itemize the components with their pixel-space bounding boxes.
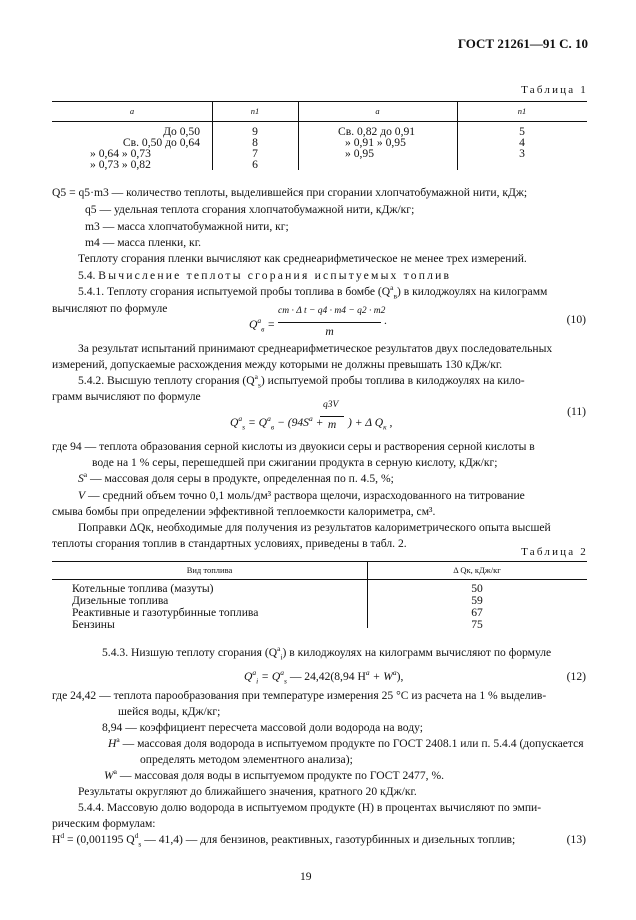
- corrections-text: теплоты сгорания топлив в стандартных условиях, приведены в табл. 2.: [52, 537, 407, 550]
- formula-11-number: (11): [567, 405, 586, 418]
- sa-definition: $S^a$ — массовая доля серы в продукте, определенная по п. 4.5, %;: [78, 470, 394, 485]
- table1-header-n: n1: [517, 106, 527, 116]
- formula-10-denominator: m: [325, 325, 334, 338]
- formula-10-number: (10): [566, 313, 586, 326]
- table1-cell: 8: [252, 136, 258, 149]
- corrections-text: Поправки ΔQк, необходимые для получения из результатов калориметрического опыта высшей: [78, 521, 551, 534]
- table2-row-fuel: Реактивные и газотурбинные топлива: [72, 606, 259, 619]
- table2-header-rule: [52, 579, 587, 580]
- page-header: ГОСТ 21261—91 С. 10: [457, 36, 588, 51]
- ha-definition: $H^a$ — массовая доля водорода в испытуемом продукте по ГОСТ 2408.1 или п. 5.4.4 (допускается: [108, 735, 584, 750]
- result-text: За результат испытаний принимают среднеарифметическое результатов двух последовательных: [78, 342, 553, 355]
- formula-11-fraction-line: [320, 416, 344, 417]
- section-5-4-3-text: 5.4.3. Низшую теплоту сгорания $(Q^a_i)$ в килоджоулях на килограмм вычисляют по формуле: [102, 644, 552, 662]
- formula-11-fraction-numerator: q3V: [323, 400, 339, 410]
- v-definition: V — средний объем точно 0,1 моль/дм³ раствора щелочи, израсходованного на титрование: [78, 489, 525, 502]
- formula-11-fraction-denominator: m: [327, 418, 337, 431]
- q5-small-definition: q5 — удельная теплота сгорания хлопчатобумажной нити, кДж/кг;: [85, 203, 415, 216]
- formula-13: $Н^d = (0,001195$ $Q^d_s$ — 41,4) — для бензинов, реактивных, газотурбинных и дизельных топлив;: [52, 831, 516, 849]
- section-5-4-2-text: 5.4.2. Высшую теплоту сгорания $(Q^a_s)$ испытуемой пробы топлива в килоджоулях на кило-: [78, 372, 525, 390]
- table1-top-rule: [52, 101, 587, 102]
- wa-definition: $W^a$ — массовая доля воды в испытуемом продукте по ГОСТ 2477, %.: [104, 767, 445, 782]
- film-average-text: Теплоту сгорания пленки вычисляют как среднеарифметическое не менее трех измерений.: [78, 252, 527, 265]
- table2-row-fuel: Бензины: [72, 618, 115, 631]
- rounding-text: Результаты округляют до ближайшего значения, кратного 20 кДж/кг.: [78, 785, 417, 798]
- table1-cell: 6: [252, 158, 258, 171]
- section-5-4-heading: 5.4. Вычисление теплоты сгорания испытуемых топлив: [78, 269, 452, 282]
- formula-10-fraction-line: [278, 322, 381, 323]
- section-5-4-4-text: 5.4.4. Массовую долю водорода в испытуемом продукте (Н) в процентах вычисляют по эмпи-: [78, 801, 542, 814]
- table1-cell: 9: [252, 125, 258, 138]
- table2-row-value: 59: [471, 594, 483, 607]
- table1-cell: 7: [252, 147, 258, 160]
- where-2442-text: где 24,42 — теплота парообразования при температуре измерения 25 °С из расчета на 1 % выделив-: [52, 689, 547, 702]
- formula-10: $Q^a_в$ =: [249, 316, 276, 334]
- 894-definition: 8,94 — коэффициент пересчета массовой доли водорода на воду;: [102, 721, 424, 734]
- section-5-4-1-text: вычисляют по формуле: [52, 302, 168, 315]
- where-94-text: где 94 — теплота образования серной кислоты из двуокиси серы и растворения серной кислоты в: [52, 440, 535, 453]
- table2-top-rule: [52, 561, 587, 562]
- q5-definition: Q5 = q5·m3 — количество теплоты, выделившейся при сгорании хлопчатобумажной нити, кДж;: [52, 186, 528, 199]
- table2-row-value: 50: [471, 582, 483, 595]
- m4-definition: m4 — масса пленки, кг.: [85, 236, 202, 249]
- where-94-text: воде на 1 % серы, перешедшей при сжигании продукта в серную кислоту, кДж/кг;: [92, 456, 498, 469]
- table1-cell: » 0,73 » 0,82: [90, 158, 151, 171]
- table1-label: Таблица 1: [521, 84, 588, 96]
- table1-cell: Св. 0,82 до 0,91: [338, 125, 416, 138]
- ha-definition: определять методом элементного анализа);: [140, 753, 353, 766]
- table1-cell: 3: [519, 147, 525, 160]
- table1-cell: » 0,91 » 0,95: [345, 136, 406, 149]
- table2-row-fuel: Дизельные топлива: [72, 594, 169, 607]
- table1-header-a: a: [375, 106, 380, 116]
- table1-cell: » 0,95: [345, 147, 374, 160]
- formula-10-dot: .: [384, 314, 387, 327]
- formula-13-number: (13): [566, 833, 586, 846]
- formula-10-numerator: cт · Δ t − q4 · m4 − q2 · m2: [278, 306, 386, 316]
- table1-cell: » 0,64 » 0,73: [90, 147, 151, 160]
- table2-row-value: 67: [471, 606, 483, 619]
- formula-11-tail: ) + Δ $Q_к$ ,: [348, 416, 393, 432]
- table2-header-value: Δ Qк, кДж/кг: [453, 565, 501, 575]
- table1-cell: 4: [519, 136, 525, 149]
- table2-label: Таблица 2: [521, 546, 588, 558]
- v-definition: смыва бомбы при определении эффективной теплоемкости калориметра, см³.: [52, 505, 436, 518]
- table1-header-n: n1: [250, 106, 260, 116]
- page-number: 19: [300, 870, 312, 883]
- table2-row-value: 75: [471, 618, 483, 631]
- where-2442-text: шейся воды, кДж/кг;: [118, 705, 221, 718]
- table1-header-rule: [52, 121, 587, 122]
- formula-11: $Q^a_s = Q^a_в - (94S^a$ +: [230, 414, 324, 432]
- table1-cell: Св. 0,50 до 0,64: [122, 136, 200, 149]
- section-5-4-2-text: грамм вычисляют по формуле: [52, 390, 201, 403]
- table1-cell: До 0,50: [163, 125, 200, 138]
- result-text: измерений, допускаемые расхождения между которыми не должны превышать 130 кДж/кг.: [52, 358, 503, 371]
- m3-definition: m3 — масса хлопчатобумажной нити, кг;: [85, 220, 289, 233]
- table2-row-fuel: Котельные топлива (мазуты): [72, 582, 214, 595]
- formula-12: $Q^a_i = Q^a_s$ — 24,42(8,94 $H^a + W^a$),: [244, 668, 404, 686]
- section-5-4-4-text: рическим формулам:: [52, 817, 156, 830]
- table2-header-fuel: Вид топлива: [186, 565, 233, 575]
- formula-12-number: (12): [566, 670, 586, 683]
- section-5-4-1-text: 5.4.1. Теплоту сгорания испытуемой пробы топлива в бомбе $(Q^a_в)$ в килоджоулях на килограмм: [78, 283, 548, 301]
- table1-header-a: a: [129, 106, 135, 116]
- table1-cell: 5: [519, 125, 525, 138]
